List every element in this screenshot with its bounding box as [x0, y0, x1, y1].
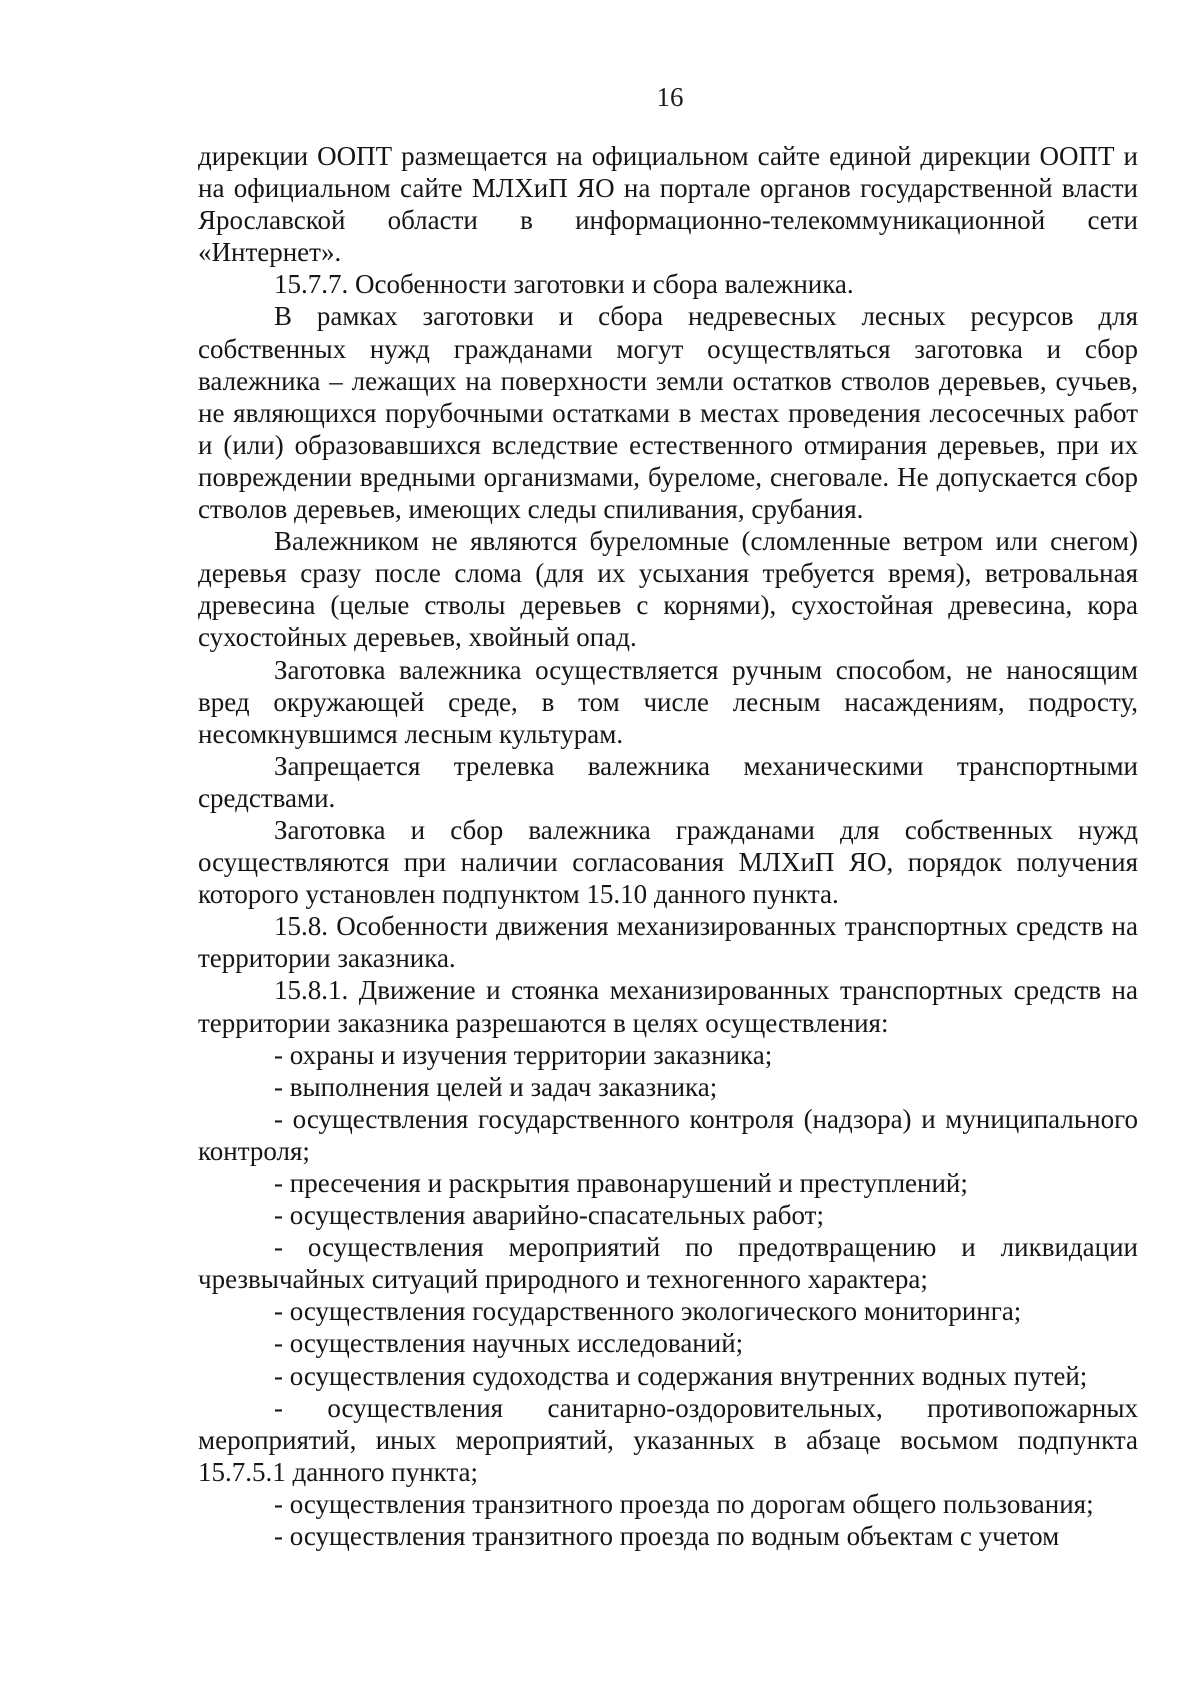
paragraph-continuation: дирекции ООПТ размещается на официальном сайте единой дирекции ООПТ и на официальном сайте МЛХиП ЯО на портале органов государственной власти Ярославской области в информационно-телекоммуникационной сети «Интернет». — [198, 141, 1138, 268]
paragraph: Валежником не являются буреломные (сломленные ветром или снегом) деревья сразу после слома (для их усыхания требуется время), ветровальная древесина (целые стволы деревьев с корнями), сухостойная древесина, кора сухостойных деревьев, хвойный опад. — [198, 526, 1138, 653]
page-number: 16 — [656, 82, 684, 112]
section-heading-15-8-1: 15.8.1. Движение и стоянка механизированных транспортных средств на территории заказника разрешаются в целях осуществления: — [198, 975, 1138, 1038]
list-item: - осуществления санитарно-оздоровительных, противопожарных мероприятий, иных мероприятий, указанных в абзаце восьмом подпункта 15.7.5.1 данного пункта; — [198, 1392, 1138, 1487]
paragraph: Заготовка валежника осуществляется ручным способом, не наносящим вред окружающей среде, в том числе лесным насаждениям, подросту, несомкнувшимся лесным культурам. — [198, 654, 1138, 749]
section-heading-15-8: 15.8. Особенности движения механизированных транспортных средств на территории заказника. — [198, 911, 1138, 974]
list-item: - осуществления научных исследований; — [274, 1328, 744, 1359]
list-item: - охраны и изучения территории заказника; — [274, 1039, 773, 1070]
document-body — [198, 140, 1138, 1552]
list-item: - выполнения целей и задач заказника; — [274, 1071, 718, 1102]
list-item: - пресечения и раскрытия правонарушений и преступлений; — [274, 1168, 968, 1198]
list-item: - осуществления транзитного проезда по водным объектам с учетом — [274, 1521, 1060, 1552]
paragraph: Заготовка и сбор валежника гражданами для собственных нужд осуществляются при наличии согласования МЛХиП ЯО, порядок получения которого установлен подпунктом 15.10 данного пункта. — [198, 814, 1138, 910]
section-heading-15-7-7: 15.7.7. Особенности заготовки и сбора валежника. — [274, 269, 854, 300]
list-item: - осуществления мероприятий по предотвращению и ликвидации чрезвычайных ситуаций природного и техногенного характера; — [198, 1232, 1138, 1295]
list-item: - осуществления аварийно-спасательных работ; — [274, 1200, 824, 1231]
list-item: - осуществления судоходства и содержания внутренних водных путей; — [274, 1360, 1088, 1391]
paragraph: В рамках заготовки и сбора недревесных лесных ресурсов для собственных нужд гражданами могут осуществляться заготовка и сбор валежника – лежащих на поверхности земли остатков стволов деревьев, сучьев, не являющихся порубочными остатками в местах проведения лесосечных работ и (или) образовавшихся вследствие естественного отмирания деревьев, при их повреждении вредными организмами, буреломе, снеговале. Не допускается сбор стволов деревьев, имеющих следы спиливания, срубания. — [198, 301, 1138, 525]
list-item: - осуществления государственного экологического мониторинга; — [274, 1296, 1022, 1327]
list-item: - осуществления транзитного проезда по дорогам общего пользования; — [274, 1488, 1094, 1519]
paragraph: Запрещается трелевка валежника механическими транспортными средствами. — [198, 750, 1138, 813]
list-item: - осуществления государственного контроля (надзора) и муниципального контроля; — [198, 1103, 1138, 1166]
